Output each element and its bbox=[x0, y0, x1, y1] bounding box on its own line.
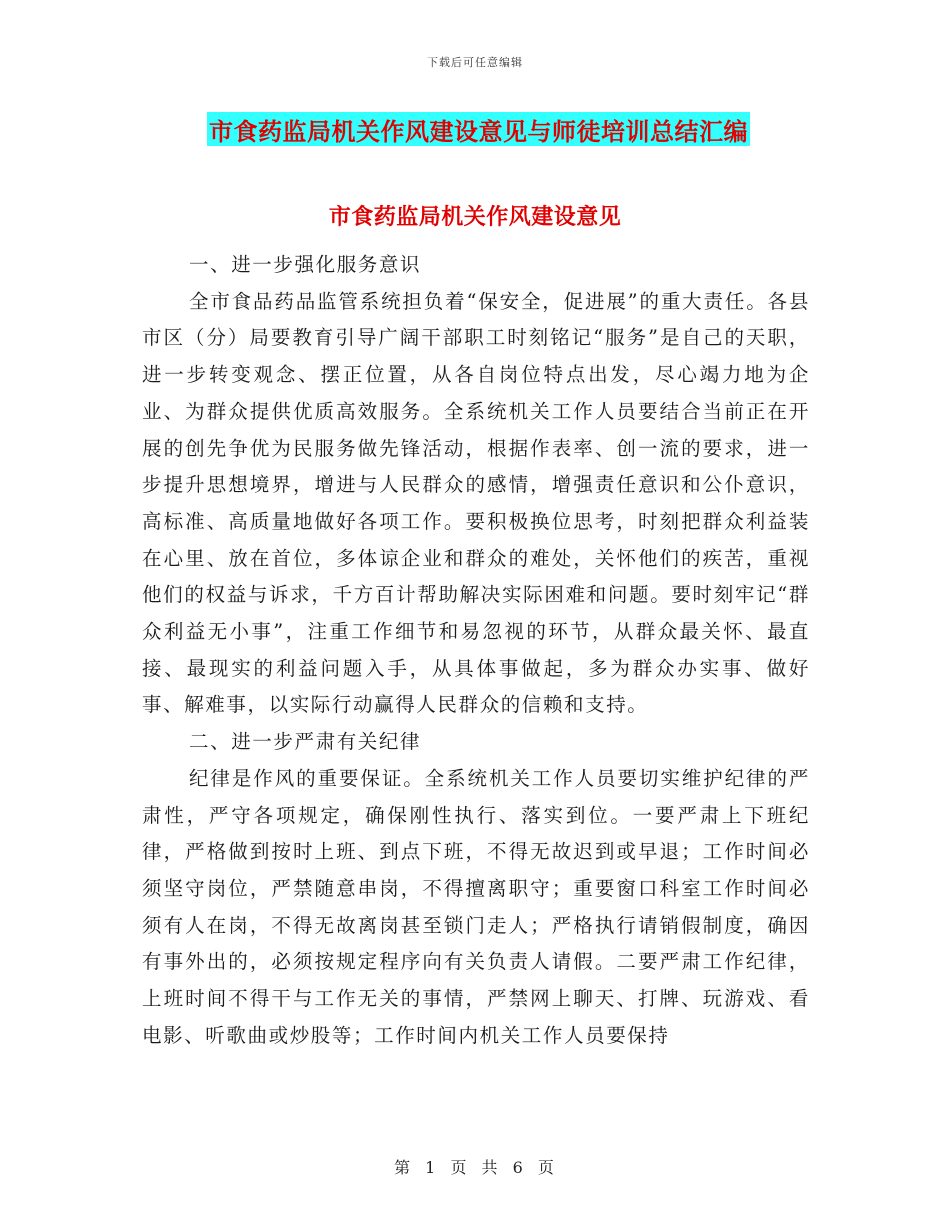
document-title: 市食药监局机关作风建设意见与师徒培训总结汇编 bbox=[209, 117, 748, 146]
paragraph-2: 纪律是作风的重要保证。全系统机关工作人员要切实维护纪律的严肃性，严守各项规定，确保刚性执行、落实到位。一要严肃上下班纪律，严格做到按时上班、到点下班，不得无故迟到或早退；工作时间必须坚守岗位，严禁随意串岗，不得擅离职守；重要窗口科室工作时间必须有人在岗，不得无故离岗甚至锁门走人；严格执行请销假制度，确因有事外出的，必须按规定程序向有关负责人请假。二要严肃工作纪律，上班时间不得干与工作无关的事情，严禁网上聊天、打牌、玩游戏、看电影、听歌曲或炒股等；工作时间内机关工作人员要保持 bbox=[142, 766, 810, 1047]
document-title-highlight bbox=[207, 112, 750, 146]
body-text bbox=[142, 247, 810, 1054]
section-title: 市食药监局机关作风建设意见 bbox=[328, 205, 622, 230]
heading-2: 二、进一步严肃有关纪律 bbox=[189, 730, 422, 754]
heading-1: 一、进一步强化服务意识 bbox=[189, 253, 422, 276]
header-note: 下载后可任意编辑 bbox=[427, 56, 523, 69]
page-footer: 第 1 页 共 6 页 bbox=[394, 1158, 556, 1177]
paragraph-1: 全市食品药品监管系统担负着“保安全，促进展”的重大责任。各县市区（分）局要教育引导广阔干部职工时刻铭记“服务”是自己的天职，进一步转变观念、摆正位置，从各自岗位特点出发，尽心竭力地为企业、为群众提供优质高效服务。全系统机关工作人员要结合当前正在开展的创先争优为民服务做先锋活动，根据作表率、创一流的要求，进一步提升思想境界，增进与人民群众的感情，增强责任意识和公仆意识，高标准、高质量地做好各项工作。要积极换位思考，时刻把群众利益装在心里、放在首位，多体谅企业和群众的难处，关怀他们的疾苦，重视他们的权益与诉求，千方百计帮助解决实际困难和问题。要时刻牢记“群众利益无小事”，注重工作细节和易忽视的环节，从群众最关怀、最直接、最现实的利益问题入手，从具体事做起，多为群众办实事、做好事、解难事，以实际行动赢得人民群众的信赖和支持。 bbox=[142, 289, 810, 717]
